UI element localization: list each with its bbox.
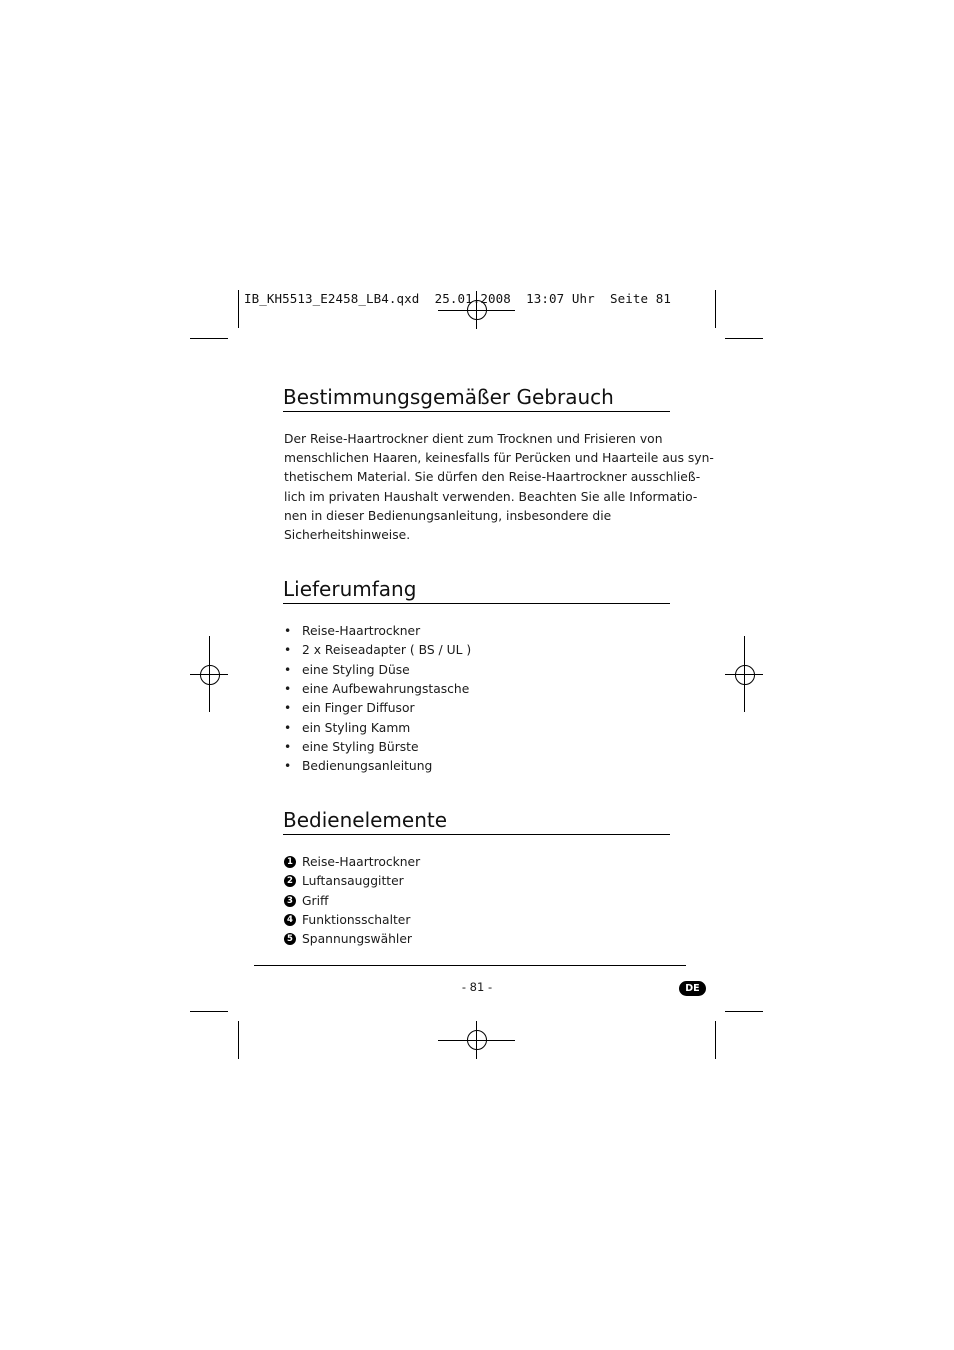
list-item	[284, 739, 419, 755]
list-item-label: Reise-Haartrockner	[302, 624, 421, 638]
list-item-label: 2 x Reiseadapter ( BS / UL )	[302, 643, 472, 657]
list-item-label: Luftansauggitter	[302, 874, 404, 888]
bullet-icon: •	[284, 740, 292, 754]
heading-intended-use: Bestimmungsgemäßer Gebrauch	[283, 385, 670, 412]
paragraph-line: nen in dieser Bedienungsanleitung, insbesondere die	[284, 509, 612, 523]
crop-mark-top-left-v	[238, 290, 239, 328]
list-item-label: Reise-Haartrockner	[302, 855, 421, 869]
number-circle-icon: 1	[284, 856, 296, 868]
bullet-icon: •	[284, 682, 292, 696]
list-item	[284, 893, 328, 909]
heading-controls: Bedienelemente	[283, 808, 670, 835]
crop-mark-bottom-right-h	[725, 1011, 763, 1012]
list-item	[284, 662, 410, 678]
heading-scope-of-delivery: Lieferumfang	[283, 577, 670, 604]
list-item-label: eine Styling Düse	[302, 663, 410, 677]
registration-mark-bottom-circle	[467, 1030, 487, 1050]
number-circle-icon: 3	[284, 895, 296, 907]
list-item	[284, 642, 471, 658]
paragraph-line: thetischem Material. Sie dürfen den Reise-Haartrockner ausschließ-	[284, 470, 701, 484]
footer-divider	[254, 965, 686, 966]
bullet-icon: •	[284, 701, 292, 715]
paragraph-line: Der Reise-Haartrockner dient zum Trocknen und Frisieren von	[284, 432, 663, 446]
crop-mark-top-right-h	[725, 338, 763, 339]
number-circle-icon: 2	[284, 875, 296, 887]
crop-mark-bottom-left-v	[238, 1021, 239, 1059]
list-item-label: Bedienungsanleitung	[302, 759, 433, 773]
registration-mark-left-circle	[200, 665, 220, 685]
crop-mark-top-right-v	[715, 290, 716, 328]
list-item	[284, 700, 415, 716]
registration-mark-right-circle	[735, 665, 755, 685]
list-item-label: Griff	[302, 894, 329, 908]
list-item-label: Spannungswähler	[302, 932, 412, 946]
paragraph-line: menschlichen Haaren, keinesfalls für Perücken und Haarteile aus syn-	[284, 451, 714, 465]
list-item-label: eine Styling Bürste	[302, 740, 419, 754]
bullet-icon: •	[284, 663, 292, 677]
list-item	[284, 912, 410, 928]
list-item	[284, 931, 412, 947]
list-item-label: Funktionsschalter	[302, 913, 411, 927]
list-item	[284, 873, 404, 889]
bullet-icon: •	[284, 624, 292, 638]
list-item-label: eine Aufbewahrungstasche	[302, 682, 470, 696]
file-slug-line: IB_KH5513_E2458_LB4.qxd 25.01.2008 13:07 Uhr Seite 81	[244, 291, 672, 306]
paragraph-line: Sicherheitshinweise.	[284, 528, 411, 542]
list-item-label: ein Styling Kamm	[302, 721, 411, 735]
list-item-label: ein Finger Diffusor	[302, 701, 415, 715]
list-item	[284, 681, 469, 697]
language-badge: DE	[679, 981, 706, 996]
list-item	[284, 720, 410, 736]
crop-mark-bottom-left-h	[190, 1011, 228, 1012]
bullet-icon: •	[284, 643, 292, 657]
number-circle-icon: 5	[284, 933, 296, 945]
paragraph-line: lich im privaten Haushalt verwenden. Beachten Sie alle Informatio-	[284, 490, 698, 504]
list-item	[284, 623, 420, 639]
list-item	[284, 758, 432, 774]
bullet-icon: •	[284, 721, 292, 735]
bullet-icon: •	[284, 759, 292, 773]
crop-mark-bottom-right-v	[715, 1021, 716, 1059]
number-circle-icon: 4	[284, 914, 296, 926]
page-number: - 81 -	[461, 980, 493, 994]
crop-mark-top-left-h	[190, 338, 228, 339]
list-item	[284, 854, 420, 870]
